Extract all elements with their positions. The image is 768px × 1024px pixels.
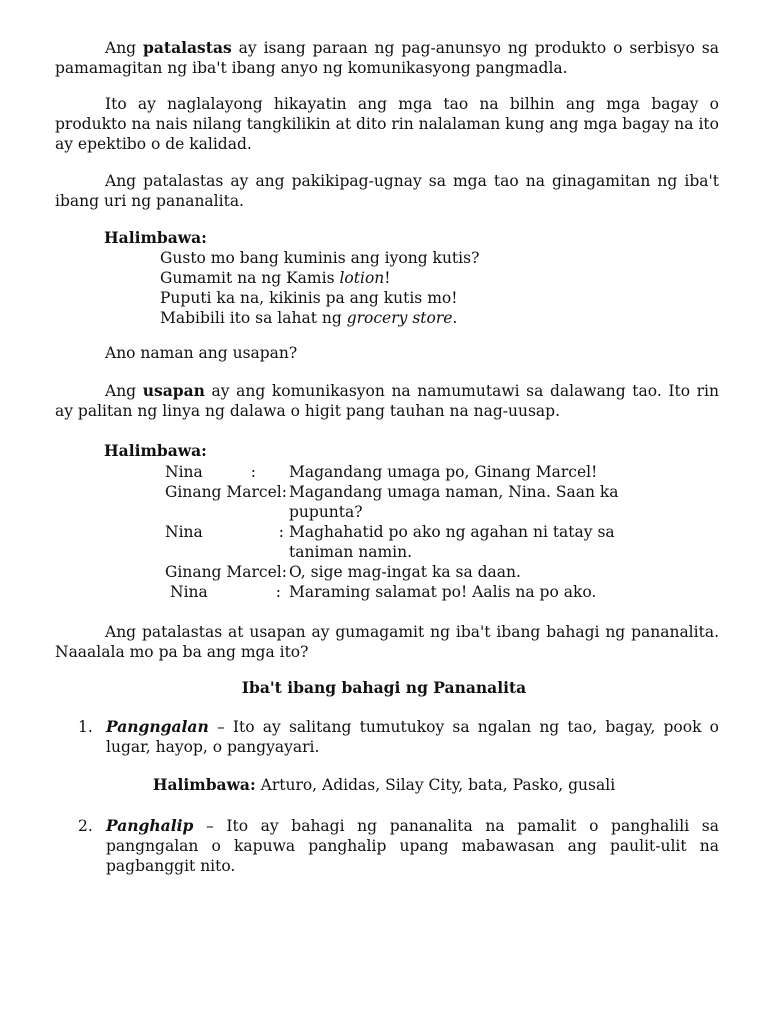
speaker-separator: : — [281, 563, 287, 581]
dialogue-speaker — [165, 562, 289, 582]
ad-line-italic: lotion — [339, 269, 385, 287]
section-title: Iba't ibang bahagi ng Pananalita — [241, 678, 527, 697]
speaker-name: Ginang Marcel — [165, 563, 282, 581]
paragraph-bahagi-question — [55, 622, 719, 662]
dialogue-row — [165, 522, 649, 562]
dialogue-row — [165, 462, 649, 482]
advertisement-example — [160, 248, 479, 328]
dialogue-line: Magandang umaga naman, Nina. Saan ka pupunta? — [289, 483, 619, 521]
list-number: 2. — [78, 817, 93, 835]
list-item-body — [106, 816, 719, 876]
term-usapan: usapan — [142, 381, 205, 400]
speaker-separator: : — [278, 523, 284, 541]
speaker-name: Nina — [165, 523, 203, 541]
list-item-definition: – Ito ay bahagi ng pananalita na pamalit o panghalili sa pangngalan o kapuwa panghalip upang mabawasan ang paulit-ulit na pagbanggit nito. — [106, 817, 719, 875]
dialogue-row — [165, 562, 649, 582]
speaker-name: Nina — [165, 463, 203, 481]
ad-line-text: ! — [384, 269, 391, 287]
ad-line: Gusto mo bang kuminis ang iyong kutis? — [160, 249, 480, 267]
speaker-separator: : — [281, 483, 287, 501]
dialogue-example — [165, 462, 649, 602]
ad-line-italic: grocery store — [346, 309, 453, 327]
dialogue-speaker — [165, 462, 289, 482]
dialogue-line: Maraming salamat po! Aalis na po ako. — [289, 583, 597, 601]
paragraph-text: Ang patalastas at usapan ay gumagamit ng iba't ibang bahagi ng pananalita. Naaalala mo pa ba ang mga ito? — [55, 623, 719, 661]
list-item-panghalip — [78, 816, 719, 876]
ad-line — [160, 268, 479, 288]
question-usapan — [55, 343, 719, 363]
question-text: Ano naman ang usapan? — [105, 344, 298, 362]
paragraph-text: Ang patalastas ay ang pakikipag-ugnay sa mga tao na ginagamitan ng iba't ibang uri ng pananalita. — [55, 172, 719, 210]
paragraph-text: Ito ay naglalayong hikayatin ang mga tao na bilhin ang mga bagay o produkto na nais nilang tangkilikin at dito rin nalalaman kung ang mga bagay na ito ay epektibo o de kalidad. — [55, 95, 719, 153]
term-patalastas: patalastas — [143, 38, 232, 57]
ad-line — [160, 308, 479, 328]
example-heading: Halimbawa: — [104, 441, 207, 460]
paragraph-patalastas-definition — [55, 38, 719, 78]
speaker-name: Nina — [170, 583, 208, 601]
list-item-definition: – Ito ay salitang tumutukoy sa ngalan ng tao, bagay, pook o lugar, hayop, o pangyayari. — [106, 718, 719, 756]
example-heading: Halimbawa: — [104, 228, 207, 247]
paragraph-text: ay ang komunikasyon na namumutawi sa dalawang tao. Ito rin ay palitan ng linya ng dalawa o higit pang tauhan na nag-uusap. — [55, 382, 719, 420]
dialogue-speaker — [165, 522, 289, 562]
list-item-pangngalan — [78, 717, 719, 757]
dialogue-line: Magandang umaga po, Ginang Marcel! — [289, 463, 598, 481]
dialogue-line: Maghahatid po ako ng agahan ni tatay sa taniman namin. — [289, 523, 615, 561]
example-pangngalan — [0, 775, 768, 795]
ad-line: Puputi ka na, kikinis pa ang kutis mo! — [160, 289, 458, 307]
speaker-separator: : — [250, 463, 256, 481]
speaker-name: Ginang Marcel — [165, 483, 282, 501]
list-item-term: Pangngalan — [106, 717, 209, 736]
dialogue-row — [165, 482, 649, 522]
paragraph-patalastas-purpose — [55, 94, 719, 154]
dialogue-row — [165, 582, 649, 602]
example-list: Arturo, Adidas, Silay City, bata, Pasko, gusali — [255, 776, 616, 794]
list-number: 1. — [78, 718, 93, 736]
dialogue-line: O, sige mag-ingat ka sa daan. — [289, 563, 521, 581]
paragraph-patalastas-communication — [55, 171, 719, 211]
paragraph-text: ay isang paraan ng pag-anunsyo ng produkto o serbisyo sa pamamagitan ng iba't ibang anyo ng komunikasyong pangmadla. — [55, 39, 719, 77]
ad-line-text: Gumamit na ng Kamis — [160, 269, 340, 287]
speaker-separator: : — [275, 583, 281, 601]
example-heading: Halimbawa: — [152, 775, 256, 794]
ad-line-text: Mabibili ito sa lahat ng — [160, 309, 347, 327]
paragraph-usapan-definition — [55, 381, 719, 421]
ad-line-text: . — [452, 309, 458, 327]
paragraph-intro: Ang — [105, 382, 137, 400]
list-item-term: Panghalip — [106, 816, 194, 835]
list-item-body — [106, 717, 719, 757]
dialogue-speaker — [165, 582, 289, 602]
dialogue-speaker — [165, 482, 289, 522]
paragraph-intro: Ang — [105, 39, 137, 57]
